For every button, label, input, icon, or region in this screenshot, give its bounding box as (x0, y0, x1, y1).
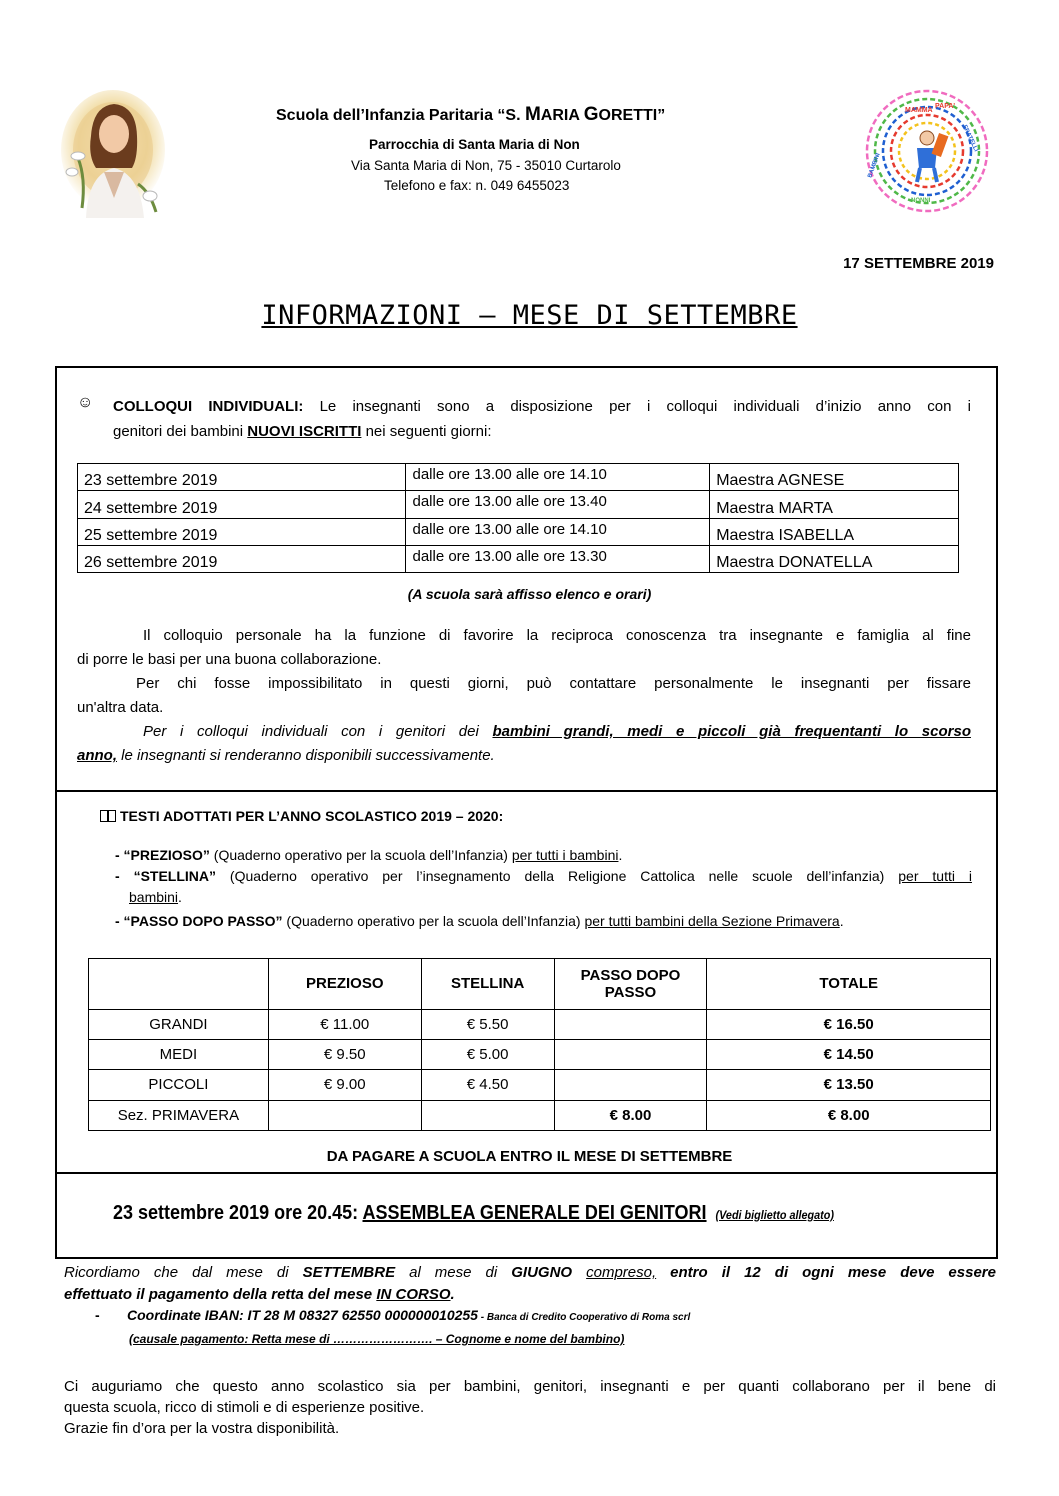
saint-portrait-image (58, 88, 168, 224)
price-cell (554, 1009, 707, 1039)
schedule-date: 26 settembre 2019 (78, 545, 406, 572)
table-row (89, 1009, 991, 1039)
header-cell: STELLINA (421, 959, 554, 1010)
total-cell: € 16.50 (707, 1009, 991, 1039)
parish-name: Parrocchia di Santa Maria di Non (369, 137, 580, 152)
colloqui-paragraph2-line2: un'altra data. (77, 699, 164, 716)
table-row (78, 491, 959, 518)
smiley-icon: ☺ (77, 394, 94, 411)
logo-word-mamma: MAMMA (905, 107, 933, 114)
assembly-announcement: 23 settembre 2019 ore 20.45: ASSEMBLEA GENERALE DEI GENITORI (Vedi biglietto allegato) (113, 1202, 834, 1224)
schedule-note: (A scuola sarà affisso elenco e orari) (407, 586, 652, 602)
payment-causale: (causale pagamento: Retta mese di ……………………. – Cognome e nome del bambino) (129, 1332, 625, 1346)
schedule-teacher: Maestra DONATELLA (710, 545, 959, 572)
document-date: 17 SETTEMBRE 2019 (843, 255, 994, 272)
school-name: Scuola dell’Infanzia Paritaria “S. MARIA GORETTI” (276, 104, 666, 125)
logo-word-papa: PAPA' (935, 103, 956, 110)
price-cell: € 9.50 (268, 1039, 421, 1069)
book-item-passo-dopo-passo: - “PASSO DOPO PASSO” (Quaderno operativo per la scuola dell’Infanzia) per tutti bambini della Sezione Primavera. (115, 913, 844, 929)
total-cell: € 8.00 (707, 1100, 991, 1130)
colloqui-paragraph3-line1: Per i colloqui individuali con i genitori dei bambini grandi, medi e piccoli già frequentanti lo scorso (143, 723, 971, 740)
closing-line1: Ci auguriamo che questo anno scolastico sia per bambini, genitori, insegnanti e per quanti collaborano per il bene di (64, 1378, 996, 1395)
logo-word-fratelli: FRATELLI (961, 124, 979, 153)
table-row (89, 1100, 991, 1130)
header-cell: PASSO DOPO PASSO (554, 959, 707, 1010)
table-row (89, 1039, 991, 1069)
row-label: GRANDI (89, 1009, 269, 1039)
colloqui-intro-line2: genitori dei bambini NUOVI ISCRITTI nei seguenti giorni: (113, 423, 492, 440)
book-item-stellina: - “STELLINA” (Quaderno operativo per l’insegnamento della Religione Cattolica nelle scuole dell’infanzia) per tutti i (115, 868, 972, 884)
logo-word-bambini: BAMBINI (867, 152, 882, 179)
schedule-date: 25 settembre 2019 (78, 518, 406, 545)
book-prices-table (88, 958, 991, 1131)
schedule-time: dalle ore 13.00 alle ore 13.40 (406, 491, 710, 518)
logo-word-nonni: NONNI (911, 198, 931, 204)
price-cell: € 5.50 (421, 1009, 554, 1039)
header-cell: PREZIOSO (268, 959, 421, 1010)
header-cell: TOTALE (707, 959, 991, 1010)
section-divider (55, 1172, 998, 1174)
price-cell: € 11.00 (268, 1009, 421, 1039)
closing-line3: Grazie fin d’ora per la vostra disponibilità. (64, 1420, 340, 1437)
school-logo (851, 86, 1003, 216)
schedule-teacher: Maestra MARTA (710, 491, 959, 518)
book-item-stellina-cont: bambini. (129, 889, 182, 905)
price-cell: € 9.00 (268, 1070, 421, 1100)
total-cell: € 14.50 (707, 1039, 991, 1069)
price-cell: € 4.50 (421, 1070, 554, 1100)
table-row (78, 518, 959, 545)
colloqui-paragraph2-line1: Per chi fosse impossibilitato in questi giorni, può contattare personalmente le insegnanti per fissare (136, 675, 971, 692)
book-icon (100, 810, 116, 822)
price-cell (554, 1039, 707, 1069)
row-label: Sez. PRIMAVERA (89, 1100, 269, 1130)
schedule-time: dalle ore 13.00 alle ore 14.10 (406, 518, 710, 545)
price-cell (421, 1100, 554, 1130)
row-label: MEDI (89, 1039, 269, 1069)
texts-heading: TESTI ADOTTATI PER L’ANNO SCOLASTICO 2019 – 2020: (100, 808, 503, 824)
schedule-teacher: Maestra AGNESE (710, 464, 959, 491)
closing-line2: questa scuola, ricco di stimoli e di esperienze positive. (64, 1399, 425, 1416)
payment-note: DA PAGARE A SCUOLA ENTRO IL MESE DI SETTEMBRE (326, 1148, 733, 1165)
school-phone: Telefono e fax: n. 049 6455023 (384, 178, 570, 193)
price-cell: € 5.00 (421, 1039, 554, 1069)
table-row (89, 1070, 991, 1100)
price-cell (268, 1100, 421, 1130)
colloqui-paragraph3-line2: anno, le insegnanti si renderanno disponibili successivamente. (77, 747, 495, 764)
book-item-prezioso: - “PREZIOSO” (Quaderno operativo per la scuola dell’Infanzia) per tutti i bambini. (115, 847, 623, 863)
total-cell: € 13.50 (707, 1070, 991, 1100)
price-cell (554, 1070, 707, 1100)
schedule-teacher: Maestra ISABELLA (710, 518, 959, 545)
row-label: PICCOLI (89, 1070, 269, 1100)
table-row (78, 464, 959, 491)
table-header-row (89, 959, 991, 1010)
colloqui-intro-line1: COLLOQUI INDIVIDUALI: Le insegnanti sono a disposizione per i colloqui individuali d’inizio anno con i (113, 398, 971, 415)
schedule-date: 23 settembre 2019 (78, 464, 406, 491)
colloqui-paragraph1-line2: di porre le basi per una buona collaborazione. (77, 651, 382, 668)
schedule-date: 24 settembre 2019 (78, 491, 406, 518)
school-address: Via Santa Maria di Non, 75 - 35010 Curtarolo (351, 158, 621, 173)
document-title: INFORMAZIONI – MESE DI SETTEMBRE (261, 300, 798, 331)
section-divider (55, 790, 998, 792)
colloqui-schedule-table (77, 463, 959, 573)
payment-reminder-line2: effettuato il pagamento della retta del mese IN CORSO. (64, 1286, 455, 1303)
payment-reminder-line1: Ricordiamo che dal mese di SETTEMBRE al mese di GIUGNO compreso, entro il 12 di ogni mese deve essere (64, 1264, 996, 1281)
iban-details: - Coordinate IBAN: IT 28 M 08327 62550 000000010255 - Banca di Credito Cooperativo di Roma scrl (95, 1307, 691, 1323)
colloqui-paragraph1-line1: Il colloquio personale ha la funzione di favorire la reciproca conoscenza tra insegnante e famiglia al fine (143, 627, 971, 644)
schedule-time: dalle ore 13.00 alle ore 14.10 (406, 464, 710, 491)
schedule-time: dalle ore 13.00 alle ore 13.30 (406, 545, 710, 572)
header-cell (89, 959, 269, 1010)
price-cell: € 8.00 (554, 1100, 707, 1130)
table-row (78, 545, 959, 572)
